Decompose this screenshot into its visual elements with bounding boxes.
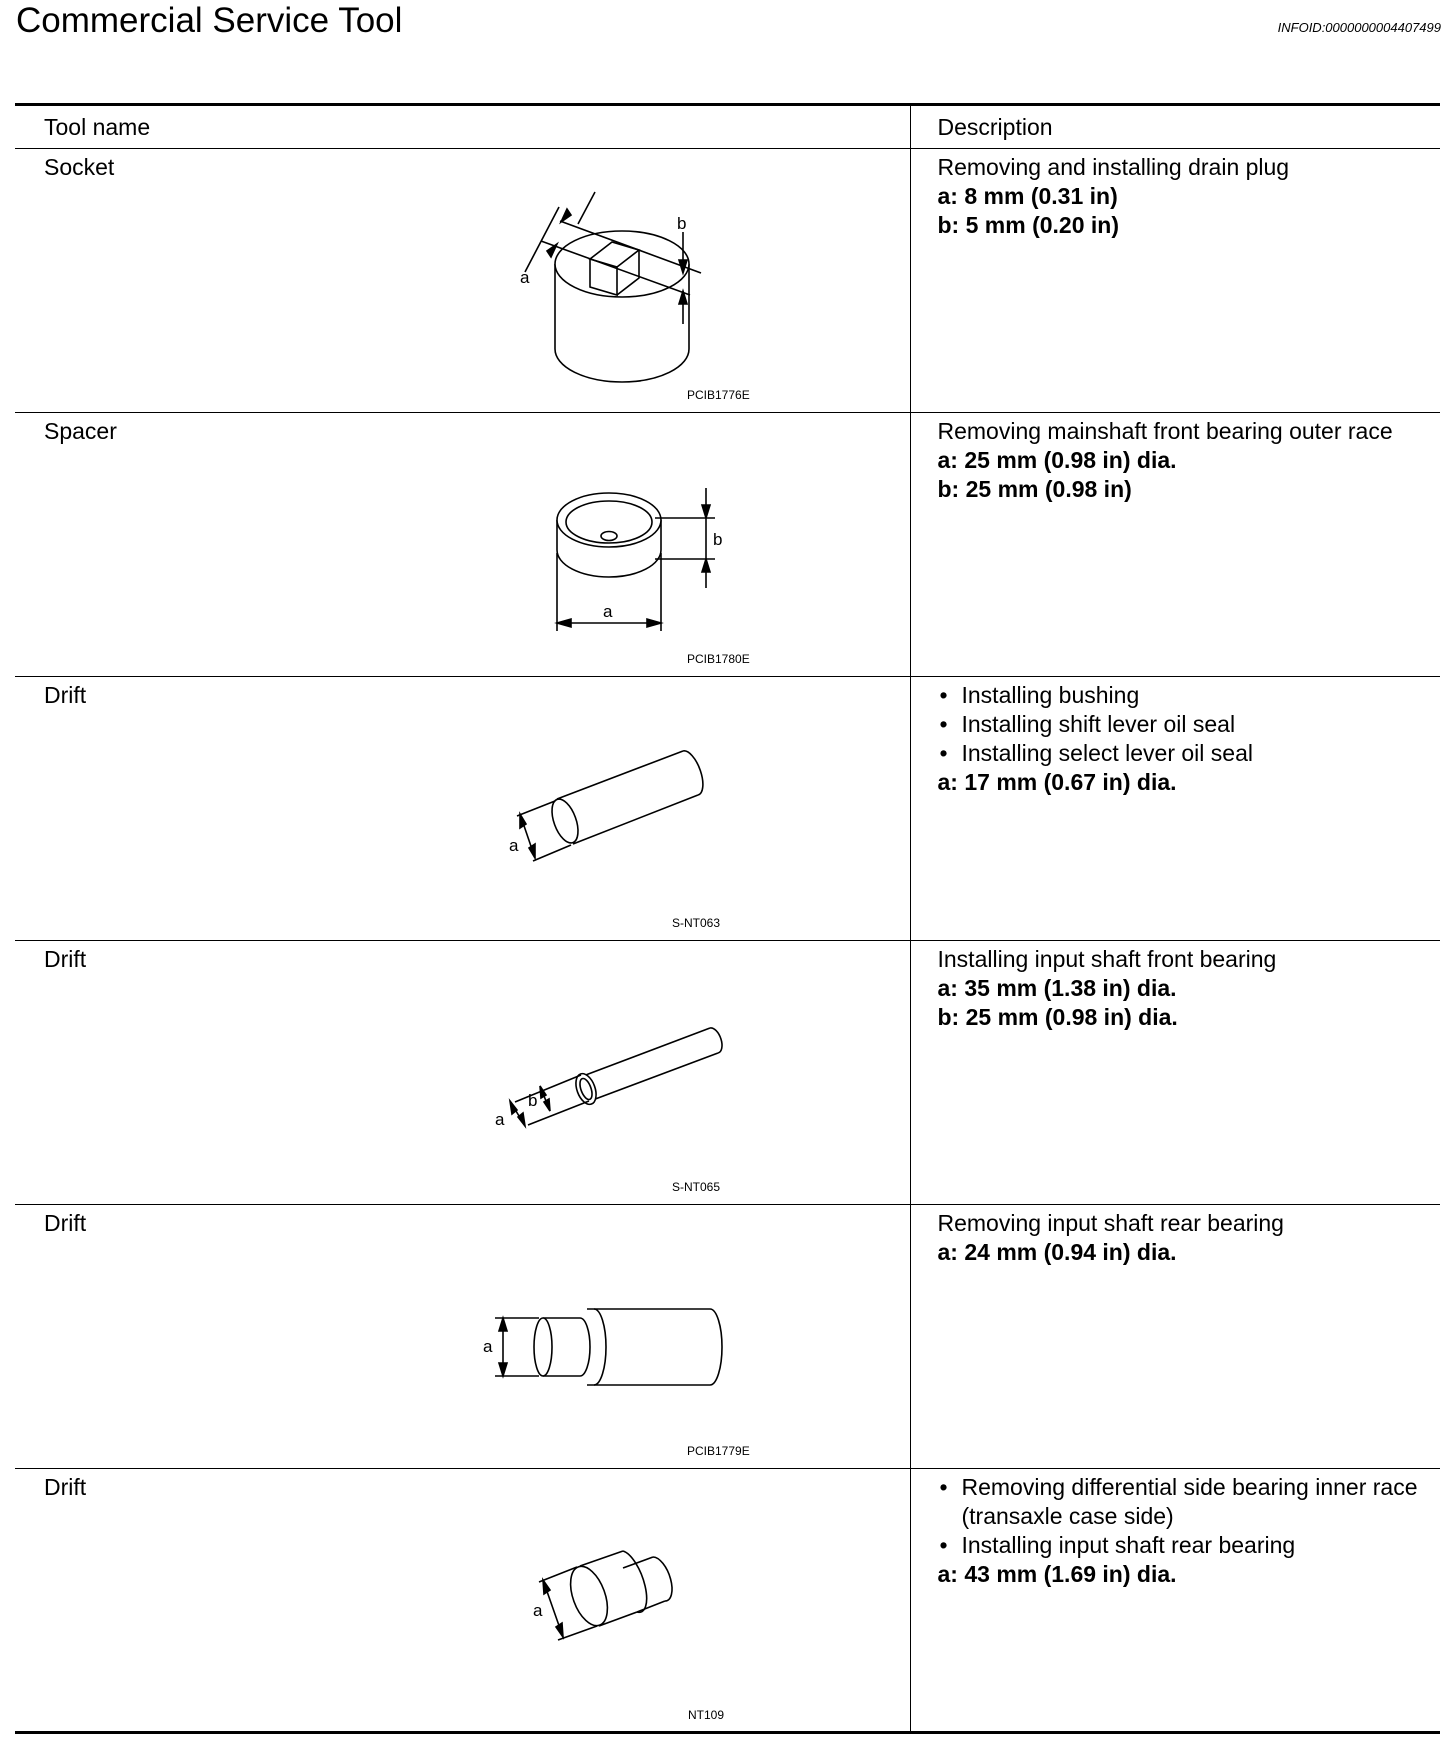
description-text: Removing mainshaft front bearing outer race	[937, 418, 1393, 444]
description-cell	[910, 413, 1440, 677]
spec-b: b: 25 mm (0.98 in) dia.	[937, 1004, 1178, 1030]
bullet-item: • Installing input shaft rear bearing	[938, 1531, 1433, 1560]
description-cell	[910, 677, 1440, 941]
table-row	[15, 1205, 1440, 1469]
tool-name-cell	[15, 1205, 910, 1469]
drift-illustration	[15, 677, 910, 941]
description-cell	[910, 149, 1440, 413]
drift-illustration	[15, 1205, 910, 1469]
spec-b: b: 5 mm (0.20 in)	[937, 212, 1119, 238]
dimension-label-a: a	[520, 268, 530, 287]
tool-name: Spacer	[44, 418, 117, 444]
table-row	[15, 941, 1440, 1205]
table-header-row	[15, 105, 1440, 149]
description-text: Removing input shaft rear bearing	[937, 1210, 1284, 1236]
tool-name: Drift	[44, 1474, 87, 1500]
description-text: Removing and installing drain plug	[937, 154, 1290, 180]
page-title: Commercial Service Tool	[16, 1, 403, 40]
column-header-tool-name: Tool name	[15, 105, 910, 149]
description-bullet-list	[938, 681, 1433, 768]
socket-illustration	[15, 149, 910, 413]
bullet-item: • Installing shift lever oil seal	[938, 710, 1433, 739]
tool-name-cell	[15, 1469, 910, 1733]
drift-illustration	[15, 941, 910, 1205]
tool-name-cell	[15, 149, 910, 413]
figure-code: S-NT065	[672, 1180, 721, 1194]
spacer-illustration	[15, 413, 910, 677]
tool-name: Drift	[44, 1210, 87, 1236]
tool-name: Socket	[44, 154, 115, 180]
bullet-item: • Installing bushing	[938, 681, 1433, 710]
dimension-label-b: b	[677, 214, 687, 233]
bullet-item: • Removing differential side bearing inner race (transaxle case side)	[938, 1473, 1433, 1531]
spec-a: a: 24 mm (0.94 in) dia.	[937, 1239, 1177, 1265]
figure-code: PCIB1779E	[687, 1444, 750, 1458]
description-cell	[910, 1469, 1440, 1733]
description-bullet-list	[938, 1473, 1433, 1560]
spec-a: a: 43 mm (1.69 in) dia.	[937, 1561, 1177, 1587]
dimension-label-a: a	[483, 1337, 493, 1356]
tool-name: Drift	[44, 682, 87, 708]
tool-name-cell	[15, 677, 910, 941]
column-header-description: Description	[910, 105, 1440, 149]
tool-name-cell	[15, 941, 910, 1205]
figure-code: NT109	[688, 1708, 725, 1722]
description-text: Installing input shaft front bearing	[937, 946, 1277, 972]
spec-b: b: 25 mm (0.98 in)	[937, 476, 1132, 502]
dimension-label-a: a	[533, 1601, 543, 1620]
dimension-label-b: b	[528, 1091, 538, 1110]
dimension-label-b: b	[713, 530, 723, 549]
table-row	[15, 413, 1440, 677]
dimension-label-a: a	[509, 836, 519, 855]
spec-a: a: 25 mm (0.98 in) dia.	[937, 447, 1177, 473]
figure-code: PCIB1780E	[687, 652, 750, 666]
spec-a: a: 35 mm (1.38 in) dia.	[937, 975, 1177, 1001]
info-id: INFOID:0000000004407499	[1277, 20, 1441, 35]
table-row	[15, 1469, 1440, 1733]
table-row	[15, 149, 1440, 413]
description-cell	[910, 941, 1440, 1205]
bullet-item: • Installing select lever oil seal	[938, 739, 1433, 768]
tool-name-cell	[15, 413, 910, 677]
figure-code: PCIB1776E	[687, 388, 750, 402]
spec-a: a: 17 mm (0.67 in) dia.	[937, 769, 1177, 795]
commercial-service-tool-table	[15, 103, 1440, 1734]
tool-name: Drift	[44, 946, 87, 972]
drift-illustration	[15, 1469, 910, 1733]
table-row	[15, 677, 1440, 941]
spec-a: a: 8 mm (0.31 in)	[937, 183, 1118, 209]
dimension-label-a: a	[495, 1110, 505, 1129]
figure-code: S-NT063	[672, 916, 721, 930]
description-cell	[910, 1205, 1440, 1469]
dimension-label-a: a	[603, 602, 613, 621]
